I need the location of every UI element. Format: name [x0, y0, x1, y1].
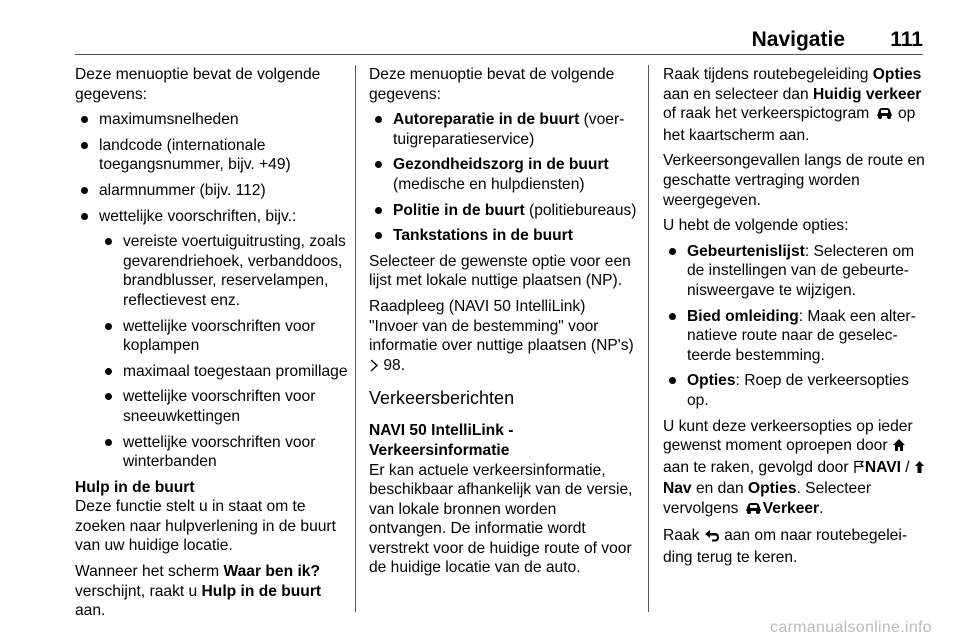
list-item: Bied omleiding: Maak een alternatieve route naar de geselecteerde bestemming.	[663, 307, 925, 366]
column-divider-1	[355, 65, 356, 612]
list-item: Gezondheidszorg in de buurt (medische en hulpdiensten)	[369, 155, 637, 194]
column-2	[369, 65, 637, 584]
list-item: Opties: Roep de verkeersopties op.	[663, 371, 925, 410]
list-item: Gebeurtenislijst: Selecteren om de instellingen van de gebeurtenisweergave te wijzigen.	[663, 242, 925, 301]
watermark: carmanualsonline.info	[770, 619, 932, 637]
list-item: maximumsnelheden	[75, 110, 353, 130]
col3-p2: Verkeersongevallen langs de route en geschatte vertraging worden weergegeven.	[663, 152, 925, 209]
nav-heading-line-1: NAVI 50 IntelliLink -	[369, 422, 514, 440]
help-text: Deze functie stelt u in staat om te zoeken naar hulpverlening in de buurt van uw huidige locatie.	[75, 498, 336, 555]
col3-p5: Raak aan om naar routebegeleiding terug te keren.	[663, 527, 908, 567]
col3-p3: U hebt de volgende opties:	[663, 217, 849, 235]
sublist-item: wettelijke voorschriften voor sneeuwkettingen	[99, 387, 353, 426]
flag-icon	[853, 460, 865, 480]
help-heading: Hulp in de buurt	[75, 478, 195, 496]
nav-text: Er kan actuele verkeersinformatie, beschikbaar afhankelijk van de versie, van lokale bronnen worden ontvangen. De informatie wordt verstrekt voor de huidige route of voor de huidige locatie van de auto.	[369, 461, 633, 577]
arrow-up-icon	[914, 460, 925, 480]
chevron-right-icon	[369, 358, 379, 378]
col3-list	[663, 242, 925, 411]
col2-intro: Deze menuoptie bevat de volgende gegevens:	[369, 66, 615, 103]
list-item-legal	[75, 207, 353, 472]
sublist-item: wettelijke voorschriften voor winterbanden	[99, 433, 353, 472]
col3-p4: U kunt deze verkeersopties op ieder gewenst moment oproepen door aan te raken, gevolgd door NAVI / Nav en dan Opties. Selecteer vervolgens Verkeer.	[663, 417, 925, 521]
header-divider	[75, 54, 923, 55]
page-header	[75, 28, 923, 56]
col3-p1: Raak tijdens routebegeleiding Opties aan en selecteer dan Huidig verkeer of raak het verkeerspictogram op het kaartscherm aan.	[663, 66, 922, 144]
col2-list	[369, 110, 637, 246]
sublist-item: vereiste voertuiguitrusting, zoals gevarendriehoek, verbanddoos, brandblusser, reservelampen, reflectievest enz.	[99, 232, 353, 310]
when-text: Wanneer het scherm Waar ben ik? verschijnt, raakt u Hulp in de buurt aan.	[75, 563, 322, 620]
list-item: landcode (internationale toegangsnummer, bijv. +49)	[75, 136, 353, 175]
col1-list	[75, 110, 353, 472]
page-ref[interactable]: 98.	[383, 356, 406, 374]
list-item-label: wettelijke voorschriften, bijv.:	[99, 207, 297, 225]
column-1	[75, 65, 353, 627]
column-3	[663, 65, 925, 574]
list-item: Politie in de buurt (politiebureaus)	[369, 201, 637, 221]
sublist-item: maximaal toegestaan promillage	[99, 362, 353, 382]
home-icon	[892, 438, 906, 458]
car-traffic-icon	[743, 500, 763, 521]
page-title: Navigatie	[751, 28, 845, 51]
column-divider-2	[648, 65, 649, 612]
list-item: Tankstations in de buurt	[369, 226, 637, 246]
refer-text: Raadpleeg (NAVI 50 IntelliLink) "Invoer van de bestemming" voor informatie over nuttige plaatsen (NP's) 98.	[369, 297, 637, 377]
car-traffic-icon	[874, 105, 894, 126]
back-arrow-icon	[704, 528, 720, 548]
nav-heading-line-2: Verkeersinformatie	[369, 441, 510, 459]
section-title: Verkeersberichten	[369, 388, 515, 409]
sublist-item: wettelijke voorschriften voor koplampen	[99, 317, 353, 356]
col1-intro: Deze menuoptie bevat de volgende gegevens:	[75, 66, 321, 103]
list-item: Autoreparatie in de buurt (voertuigreparatieservice)	[369, 110, 637, 149]
col1-sublist	[99, 232, 353, 472]
page-number: 111	[890, 28, 923, 51]
list-item: alarmnummer (bijv. 112)	[75, 181, 353, 201]
select-text: Selecteer de gewenste optie voor een lijst met lokale nuttige plaatsen (NP).	[369, 252, 631, 290]
